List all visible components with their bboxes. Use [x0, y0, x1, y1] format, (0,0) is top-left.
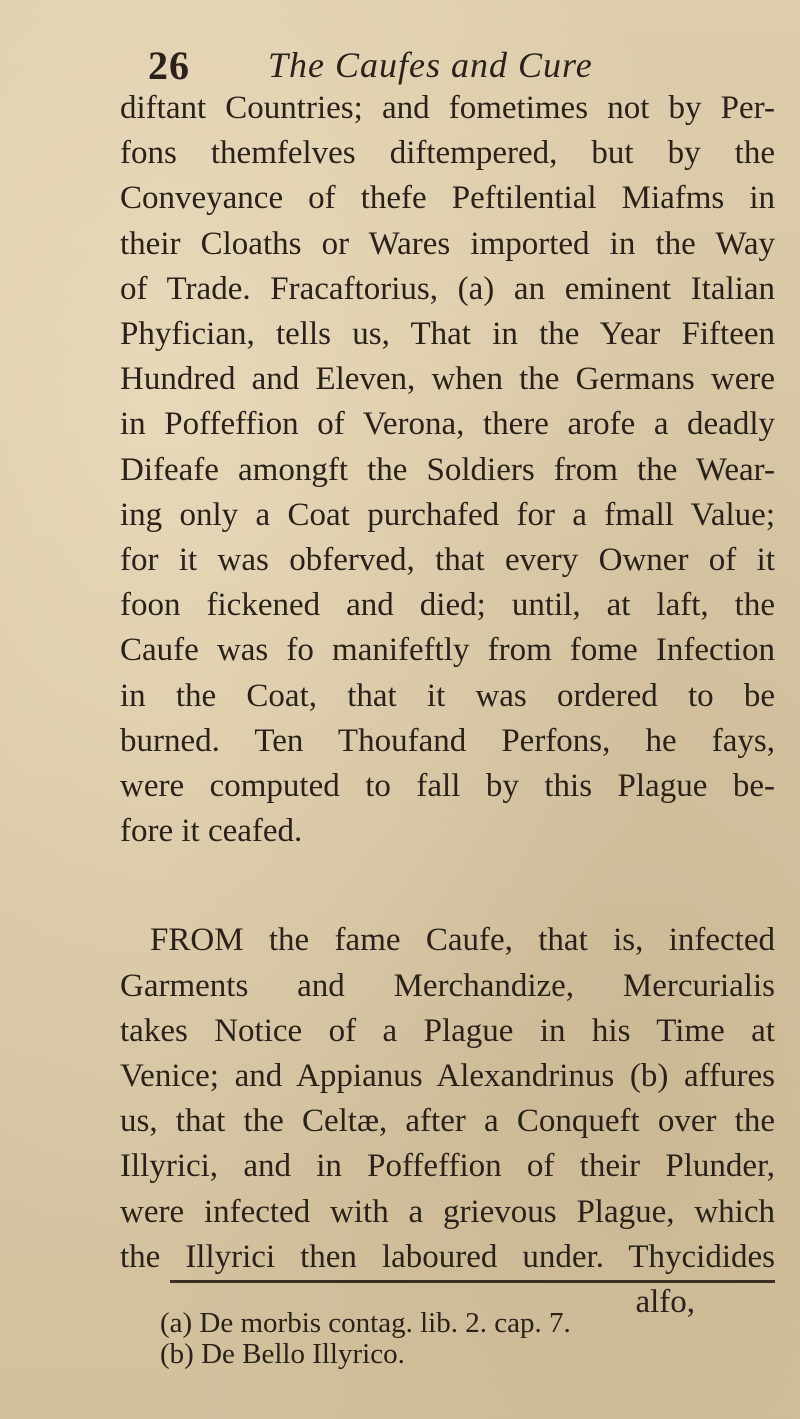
- text-line: fore it ceafed.: [120, 813, 303, 850]
- text-line: Phyfician, tells us, That in the Year Fifteen: [120, 316, 775, 353]
- text-line: Hundred and Eleven, when the Germans were: [120, 361, 775, 398]
- text-line: Garments and Merchandize, Mercurialis: [120, 967, 775, 1004]
- text-line: us, that the Celtæ, after a Conqueft over the: [120, 1103, 775, 1140]
- text-line: FROM the fame Caufe, that is, infected: [150, 922, 775, 959]
- catchword: alfo,: [635, 1284, 695, 1321]
- text-line: were computed to fall by this Plague be-: [120, 768, 775, 805]
- text-line: fons themfelves diftempered, but by the: [120, 135, 775, 172]
- paragraph-2: [120, 918, 775, 1325]
- text-line: the Illyrici then laboured under. Thycidides: [120, 1238, 775, 1275]
- text-line: Caufe was fo manifeftly from fome Infection: [120, 632, 775, 669]
- footnote-a: (a) De morbis contag. lib. 2. cap. 7.: [160, 1307, 571, 1339]
- text-line: foon fickened and died; until, at laft, the: [120, 587, 775, 624]
- text-line: ing only a Coat purchafed for a fmall Value;: [120, 496, 775, 533]
- text-line: for it was obferved, that every Owner of it: [120, 542, 775, 579]
- footnote-b: (b) De Bello Illyrico.: [160, 1338, 405, 1370]
- text-line: takes Notice of a Plague in his Time at: [120, 1012, 775, 1049]
- text-line: of Trade. Fracaftorius, (a) an eminent Italian: [120, 270, 775, 307]
- text-line: their Cloaths or Wares imported in the Way: [120, 225, 775, 262]
- text-line: were infected with a grievous Plague, which: [120, 1193, 775, 1230]
- paragraph-gap: [120, 854, 775, 918]
- text-line: Venice; and Appianus Alexandrinus (b) affures: [120, 1058, 775, 1095]
- body-text: [120, 86, 775, 1325]
- page-number: 26: [148, 43, 190, 88]
- text-line: burned. Ten Thoufand Perfons, he fays,: [120, 722, 775, 759]
- text-line: Difeafe amongft the Soldiers from the Wear-: [120, 451, 775, 488]
- text-line: Conveyance of thefe Peftilential Miafms in: [120, 180, 775, 217]
- text-line: in Poffeffion of Verona, there arofe a deadly: [120, 406, 775, 443]
- text-line: Illyrici, and in Poffeffion of their Plunder,: [120, 1148, 775, 1185]
- footnotes: [160, 1308, 571, 1370]
- text-line: diftant Countries; and fometimes not by Per-: [120, 90, 775, 126]
- footnote-rule: [170, 1280, 775, 1283]
- text-line: in the Coat, that it was ordered to be: [120, 677, 775, 714]
- paragraph-1: [120, 86, 775, 854]
- running-head: The Caufes and Cure: [268, 45, 593, 85]
